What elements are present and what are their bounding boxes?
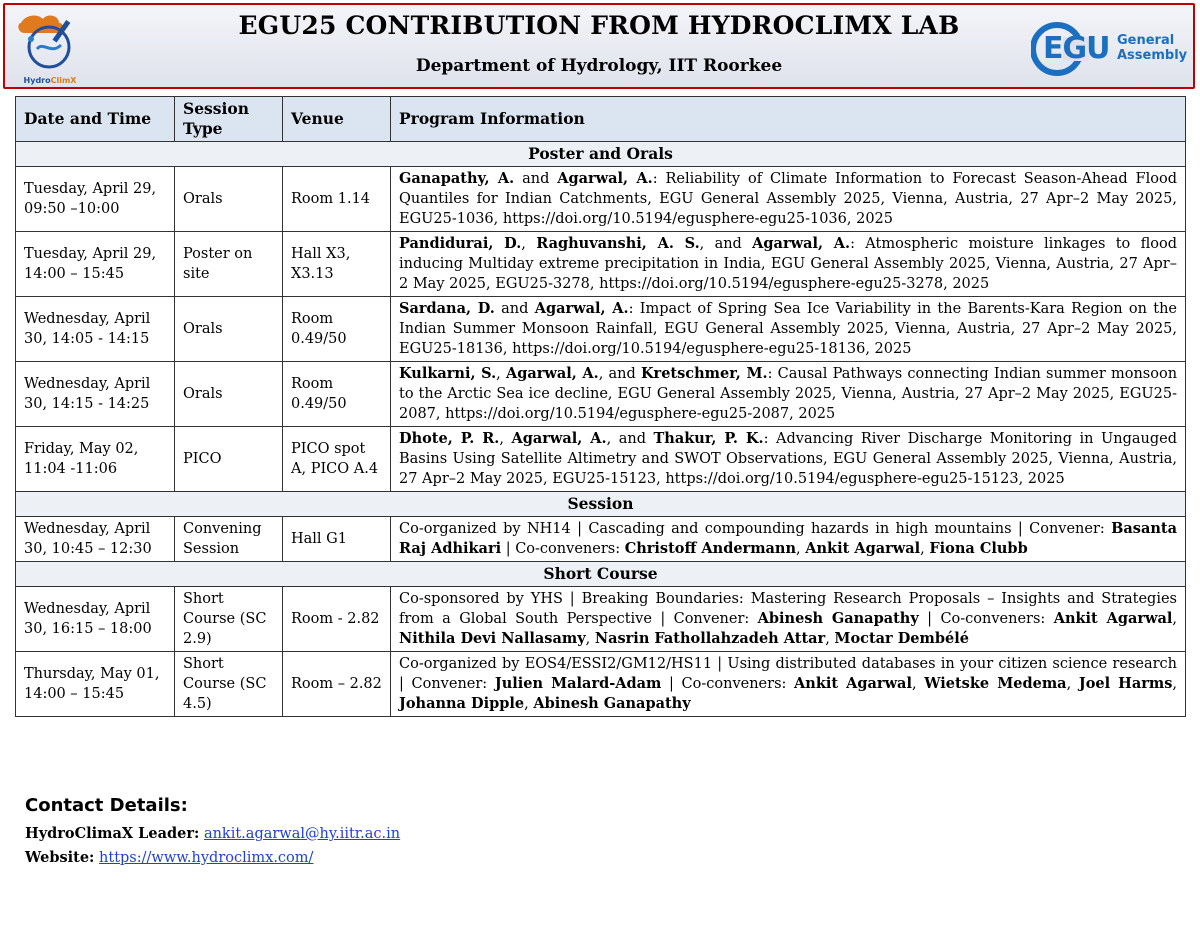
table-row [16, 167, 1186, 232]
logo-left-text-a: Hydro [23, 76, 51, 85]
egu-logo [1031, 19, 1188, 81]
website-link[interactable]: https://www.hydroclimx.com/ [99, 850, 314, 866]
author-name: Moctar Dembélé [834, 630, 969, 647]
cell-date: Wednesday, April 30, 14:15 - 14:25 [16, 362, 175, 427]
program-text: , [499, 431, 512, 447]
cell-program-info [391, 232, 1186, 297]
cell-type: Convening Session [175, 517, 283, 562]
program-text: , [1172, 676, 1178, 692]
cell-date: Wednesday, April 30, 14:05 - 14:15 [16, 297, 175, 362]
table-row [16, 297, 1186, 362]
author-name: Nithila Devi Nallasamy [399, 630, 586, 647]
program-text: Co-sponsored by YHS | Breaking Boundaries: Mastering Research Proposals – Insights and Strategies from a Global South Perspective | Convener: [399, 591, 1177, 627]
schedule-body [16, 142, 1186, 717]
cell-venue: Room - 2.82 [283, 587, 391, 652]
table-header-row [16, 97, 1186, 142]
author-name: Raghuvanshi, A. S. [536, 235, 700, 252]
author-name: Nasrin Fathollahzadeh Attar [594, 630, 826, 647]
table-row [16, 587, 1186, 652]
table-row [16, 232, 1186, 297]
cell-venue: PICO spot A, PICO A.4 [283, 427, 391, 492]
page-subtitle: Department of Hydrology, IIT Roorkee [415, 56, 783, 76]
author-name: Agarwal, A. [534, 300, 629, 317]
column-header: Venue [283, 97, 391, 142]
author-name: Johanna Dipple [399, 695, 525, 712]
program-text: | Co-conveners: [661, 676, 795, 692]
author-name: Pandidurai, D. [399, 235, 522, 252]
author-name: Kulkarni, S. [399, 365, 497, 382]
author-name: Christoff Andermann [624, 540, 797, 557]
program-text: , [585, 631, 595, 647]
program-text: | Co-conveners: [918, 611, 1054, 627]
program-text: and [514, 171, 558, 187]
cell-date: Friday, May 02, 11:04 -11:06 [16, 427, 175, 492]
section-row [16, 142, 1186, 167]
table-row [16, 362, 1186, 427]
author-name: Ankit Agarwal [1053, 610, 1173, 627]
cell-type: Poster on site [175, 232, 283, 297]
section-title: Session [16, 492, 1186, 517]
egu-logo-line2: Assembly [1117, 48, 1188, 63]
cell-program-info [391, 167, 1186, 232]
cell-program-info [391, 587, 1186, 652]
author-name: Ganapathy, A. [399, 170, 515, 187]
egu-logo-letters: EGU [1043, 31, 1110, 66]
author-name: Ankit Agarwal [805, 540, 921, 557]
cell-date: Wednesday, April 30, 10:45 – 12:30 [16, 517, 175, 562]
contact-details [25, 795, 400, 870]
website-label: Website: [25, 849, 95, 866]
logo-left-text-b: ClimX [50, 76, 77, 85]
table-row [16, 517, 1186, 562]
cell-date: Tuesday, April 29, 14:00 – 15:45 [16, 232, 175, 297]
schedule-table [15, 96, 1186, 717]
cell-type: Orals [175, 297, 283, 362]
column-header: Program Information [391, 97, 1186, 142]
cell-type: Orals [175, 362, 283, 427]
section-title: Short Course [16, 562, 1186, 587]
section-title: Poster and Orals [16, 142, 1186, 167]
cell-program-info [391, 427, 1186, 492]
author-name: Agarwal, A. [557, 170, 653, 187]
table-row [16, 427, 1186, 492]
program-text: , [920, 541, 930, 557]
author-name: Joel Harms [1078, 675, 1173, 692]
program-text: , [1066, 676, 1079, 692]
cell-venue: Room – 2.82 [283, 652, 391, 717]
cell-type: Short Course (SC 4.5) [175, 652, 283, 717]
cell-date: Tuesday, April 29, 09:50 –10:00 [16, 167, 175, 232]
cell-type: Short Course (SC 2.9) [175, 587, 283, 652]
program-text: , and [598, 366, 641, 382]
author-name: Thakur, P. K. [653, 430, 764, 447]
leader-label: HydroClimaX Leader: [25, 825, 200, 842]
cell-date: Wednesday, April 30, 16:15 – 18:00 [16, 587, 175, 652]
cell-venue: Hall G1 [283, 517, 391, 562]
header-banner [3, 3, 1195, 89]
program-text: and [494, 301, 535, 317]
program-text: Co-organized by NH14 | Cascading and compounding hazards in high mountains | Convener: [399, 521, 1112, 537]
cell-date: Thursday, May 01, 14:00 – 15:45 [16, 652, 175, 717]
cell-venue: Hall X3, X3.13 [283, 232, 391, 297]
program-text: Co-organized by EOS4/ESSI2/GM12/HS11 | Using distributed databases in your citizen science research | Convener: [399, 656, 1177, 692]
cell-program-info [391, 517, 1186, 562]
cell-venue: Room 0.49/50 [283, 297, 391, 362]
program-text: | Co-conveners: [501, 541, 625, 557]
author-name: Fiona Clubb [929, 540, 1028, 557]
author-name: Basanta Raj Adhikari [399, 520, 1177, 557]
program-text: , [911, 676, 925, 692]
program-text: : Advancing River Discharge Monitoring in Ungauged Basins Using Satellite Altimetry and SWOT Observations, EGU General Assembly 2025, Vienna, Austria, 27 Apr–2 May 2025, EGU25-15123, https://doi.org/10.5194/egusphere-egu25-15123, 2025 [399, 431, 1178, 487]
program-text: : Atmospheric moisture linkages to flood inducing Multiday extreme precipitation in India, EGU General Assembly 2025, Vienna, Austria, 27 Apr–2 May 2025, EGU25-3278, https://doi.org/10.5194/egusphere-egu25-3278, 2025 [399, 236, 1178, 292]
column-header: Date and Time [16, 97, 175, 142]
egu-logo-line1: General [1117, 33, 1175, 48]
egu-logo-text [1117, 33, 1187, 63]
cell-type: PICO [175, 427, 283, 492]
section-row [16, 562, 1186, 587]
page-title: EGU25 CONTRIBUTION FROM HYDROCLIMX LAB [238, 11, 960, 40]
program-text: : Impact of Spring Sea Ice Variability in the Barents-Kara Region on the Indian Summer Monsoon Rainfall, EGU General Assembly 2025, Vienna, Austria, 27 Apr–2 May 2025, EGU25-18136, https://doi.org/10.5194/egusphere-egu25-18136, 2025 [399, 301, 1177, 357]
section-row [16, 492, 1186, 517]
program-text: , [496, 366, 506, 382]
program-text: , [796, 541, 806, 557]
contact-heading: Contact Details: [25, 795, 188, 816]
cell-type: Orals [175, 167, 283, 232]
author-name: Agarwal, A. [752, 235, 851, 252]
program-text: , and [699, 236, 753, 252]
program-text: , [825, 631, 835, 647]
program-text: , [521, 236, 537, 252]
author-name: Julien Malard-Adam [494, 675, 662, 692]
website-line [25, 846, 400, 870]
column-header: Session Type [175, 97, 283, 142]
author-name: Sardana, D. [399, 300, 495, 317]
author-name: Dhote, P. R. [399, 430, 500, 447]
program-text: : Causal Pathways connecting Indian summer monsoon to the Arctic Sea ice decline, EGU General Assembly 2025, Vienna, Austria, 27 Apr–2 May 2025, EGU25-2087, https://doi.org/10.5194/egusphere-egu25-2087, 2025 [399, 366, 1178, 422]
table-row [16, 652, 1186, 717]
author-name: Abinesh Ganapathy [757, 610, 919, 627]
cell-program-info [391, 652, 1186, 717]
cell-venue: Room 0.49/50 [283, 362, 391, 427]
author-name: Abinesh Ganapathy [533, 695, 691, 712]
author-name: Kretschmer, M. [640, 365, 768, 382]
program-text: : Reliability of Climate Information to Forecast Season-Ahead Flood Quantiles for Indian Catchments, EGU General Assembly 2025, Vienna, Austria, 27 Apr–2 May 2025, EGU25-1036, https://doi.org/10.5194/egusphere-egu25-1036, 2025 [399, 171, 1178, 227]
program-text: , [524, 696, 534, 712]
author-name: Wietske Medema [924, 675, 1067, 692]
program-text: , [1172, 611, 1177, 627]
author-name: Agarwal, A. [505, 365, 599, 382]
cell-venue: Room 1.14 [283, 167, 391, 232]
leader-email-link[interactable]: ankit.agarwal@hy.iitr.ac.in [203, 826, 401, 842]
author-name: Agarwal, A. [511, 430, 607, 447]
cell-program-info [391, 297, 1186, 362]
cell-program-info [391, 362, 1186, 427]
program-text: , and [606, 431, 654, 447]
author-name: Ankit Agarwal [794, 675, 912, 692]
leader-line [25, 822, 400, 846]
